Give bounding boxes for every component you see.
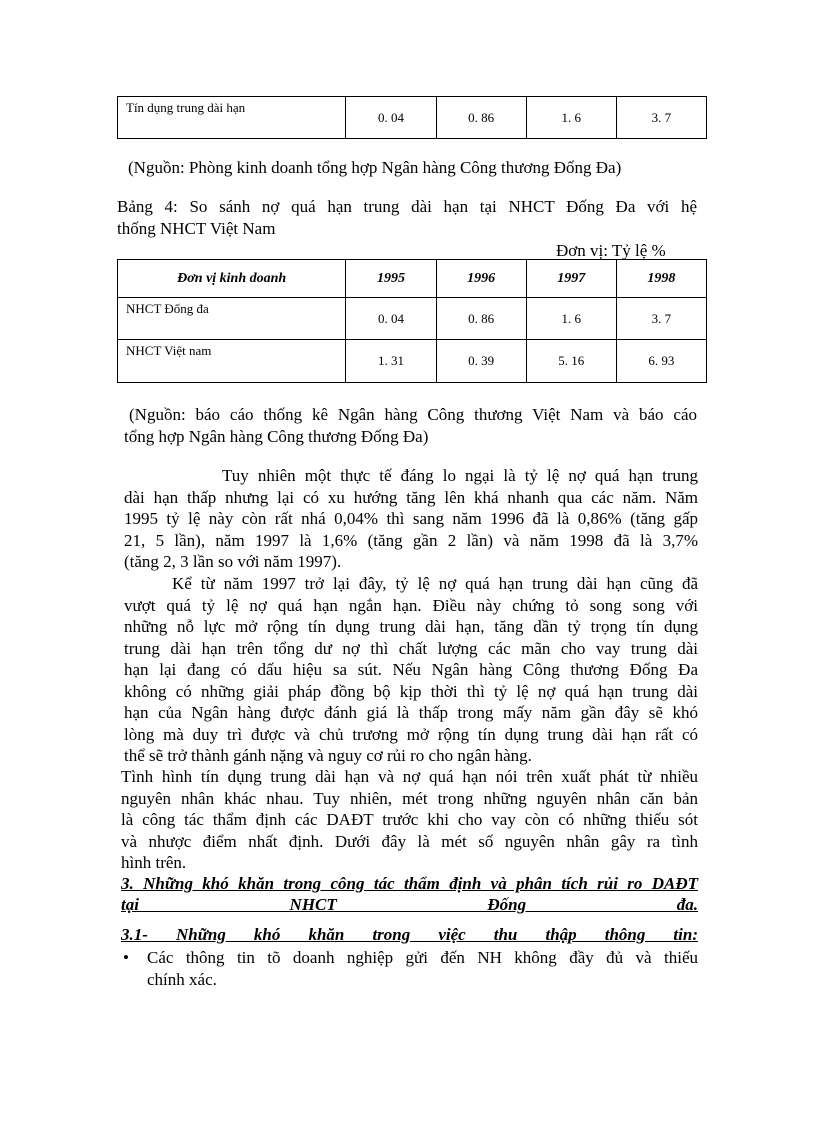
column-header: 1997	[526, 260, 616, 298]
heading-line: 3. Những khó khăn trong công tác thẩm định và phân tích rủi ro DAĐT	[121, 874, 698, 893]
section-heading-3-1: 3.1- Những khó khăn trong việc thu thập thông tin:	[121, 925, 698, 944]
text-line: nguyên nhân khác nhau. Tuy nhiên, mét trong những nguyên nhân căn bản	[121, 788, 698, 808]
column-header: 1996	[436, 260, 526, 298]
source-note-1: (Nguồn: Phòng kinh doanh tổng hợp Ngân hàng Công thương Đống Đa)	[128, 158, 622, 177]
table-cell: 1. 31	[346, 340, 436, 383]
paragraph-2	[124, 573, 698, 767]
table-comparison	[117, 259, 707, 383]
text-line: Tuy nhiên một thực tế đáng lo ngại là tỷ lệ nợ quá hạn trung	[222, 466, 698, 485]
row-label: NHCT Đống đa	[118, 298, 346, 340]
text-line: là công tác thẩm định các DAĐT trước khi cho vay còn có những thiếu sót	[121, 810, 698, 829]
text-line: dài hạn thấp nhưng lại có xu hướng tăng lên khá nhanh qua các năm. Năm	[124, 487, 698, 507]
text-line: Tình hình tín dụng trung dài hạn và nợ quá hạn nói trên xuất phát từ nhiều	[121, 767, 698, 786]
heading-line: tại NHCT Đống đa.	[121, 895, 698, 914]
table-credit-fragment	[117, 96, 707, 139]
table-cell: 0. 86	[436, 298, 526, 340]
column-header: 1995	[346, 260, 436, 298]
column-header: Đơn vị kinh doanh	[118, 260, 346, 298]
value-1995: 0. 04	[346, 97, 436, 139]
text-line: thể sẽ trở thành gánh nặng và nguy cơ rủi ro cho ngân hàng.	[124, 746, 532, 765]
column-header: 1998	[616, 260, 706, 298]
table-cell: 3. 7	[616, 298, 706, 340]
text-line: trung dài hạn trên tổng dư nợ thì chất lượng các mãn cho vay trung dài	[124, 638, 698, 658]
table-cell: 1. 6	[526, 298, 616, 340]
text-line: vượt quá tỷ lệ nợ quá hạn ngắn hạn. Điều này chứng tỏ song song với	[124, 595, 698, 615]
bullet-item	[121, 947, 698, 990]
value-1998: 3. 7	[616, 97, 706, 139]
text-line: chính xác.	[147, 969, 217, 989]
text-line: lòng mà duy trì được và chủ trương mở rộng tín dụng trung dài hạn rất có	[124, 724, 698, 744]
table-cell: 5. 16	[526, 340, 616, 383]
table-row	[118, 298, 707, 340]
table-header-row	[118, 260, 707, 298]
value-1996: 0. 86	[436, 97, 526, 139]
text-line: những nỗ lực mở rộng tín dụng trung dài hạn, tăng dần tỷ trọng tín dụng	[124, 617, 698, 636]
table-cell: 0. 39	[436, 340, 526, 383]
table-caption-line2: thống NHCT Việt Nam	[117, 219, 276, 238]
row-label: NHCT Việt nam	[118, 340, 346, 383]
row-label: Tín dụng trung dài hạn	[118, 97, 346, 139]
section-heading-3	[121, 873, 698, 915]
table-cell: 6. 93	[616, 340, 706, 383]
source-note-2-line1: (Nguồn: báo cáo thống kê Ngân hàng Công thương Việt Nam và báo cáo	[129, 405, 697, 424]
text-line: không có những giải pháp đồng bộ kịp thời thì tỷ lệ nợ quá hạn trung dài	[124, 681, 698, 701]
source-note-2-line2: tổng hợp Ngân hàng Công thương Đống Đa)	[124, 427, 429, 446]
table-row	[118, 97, 707, 139]
text-line: hạn của Ngân hàng được đánh giá là thấp trong mấy năm gần đây sẽ khó	[124, 703, 698, 722]
text-line: hạn lại đang có dấu hiệu sa sút. Nếu Ngân hàng Công thương Đống Đa	[124, 660, 698, 679]
paragraph-1	[124, 465, 698, 573]
value-1997: 1. 6	[526, 97, 616, 139]
text-line: (tăng 2, 3 lần so với năm 1997).	[124, 552, 342, 571]
text-line: 21, 5 lần), năm 1997 là 1,6% (tăng gần 2 lần) và năm 1998 đã là 3,7%	[124, 530, 698, 550]
unit-label: Đơn vị: Tỷ lệ %	[556, 241, 666, 260]
paragraph-3	[121, 766, 698, 874]
bullet-icon: •	[123, 948, 129, 967]
table-cell: 0. 04	[346, 298, 436, 340]
text-line: Các thông tin tõ doanh nghiệp gửi đến NH không đầy đủ và thiếu	[147, 948, 698, 967]
text-line: và nhược điểm nhất định. Dưới đây là mét số nguyên nhân gây ra tình	[121, 831, 698, 851]
text-line: hình trên.	[121, 853, 187, 872]
table-caption-line1: Bảng 4: So sánh nợ quá hạn trung dài hạn tại NHCT Đống Đa với hệ	[117, 197, 697, 216]
text-line: Kể từ năm 1997 trở lại đây, tỷ lệ nợ quá hạn trung dài hạn cũng đã	[172, 574, 698, 593]
text-line: 1995 tỷ lệ này còn rất nhá 0,04% thì sang năm 1996 đã là 0,86% (tăng gấp	[124, 509, 698, 528]
table-row	[118, 340, 707, 383]
